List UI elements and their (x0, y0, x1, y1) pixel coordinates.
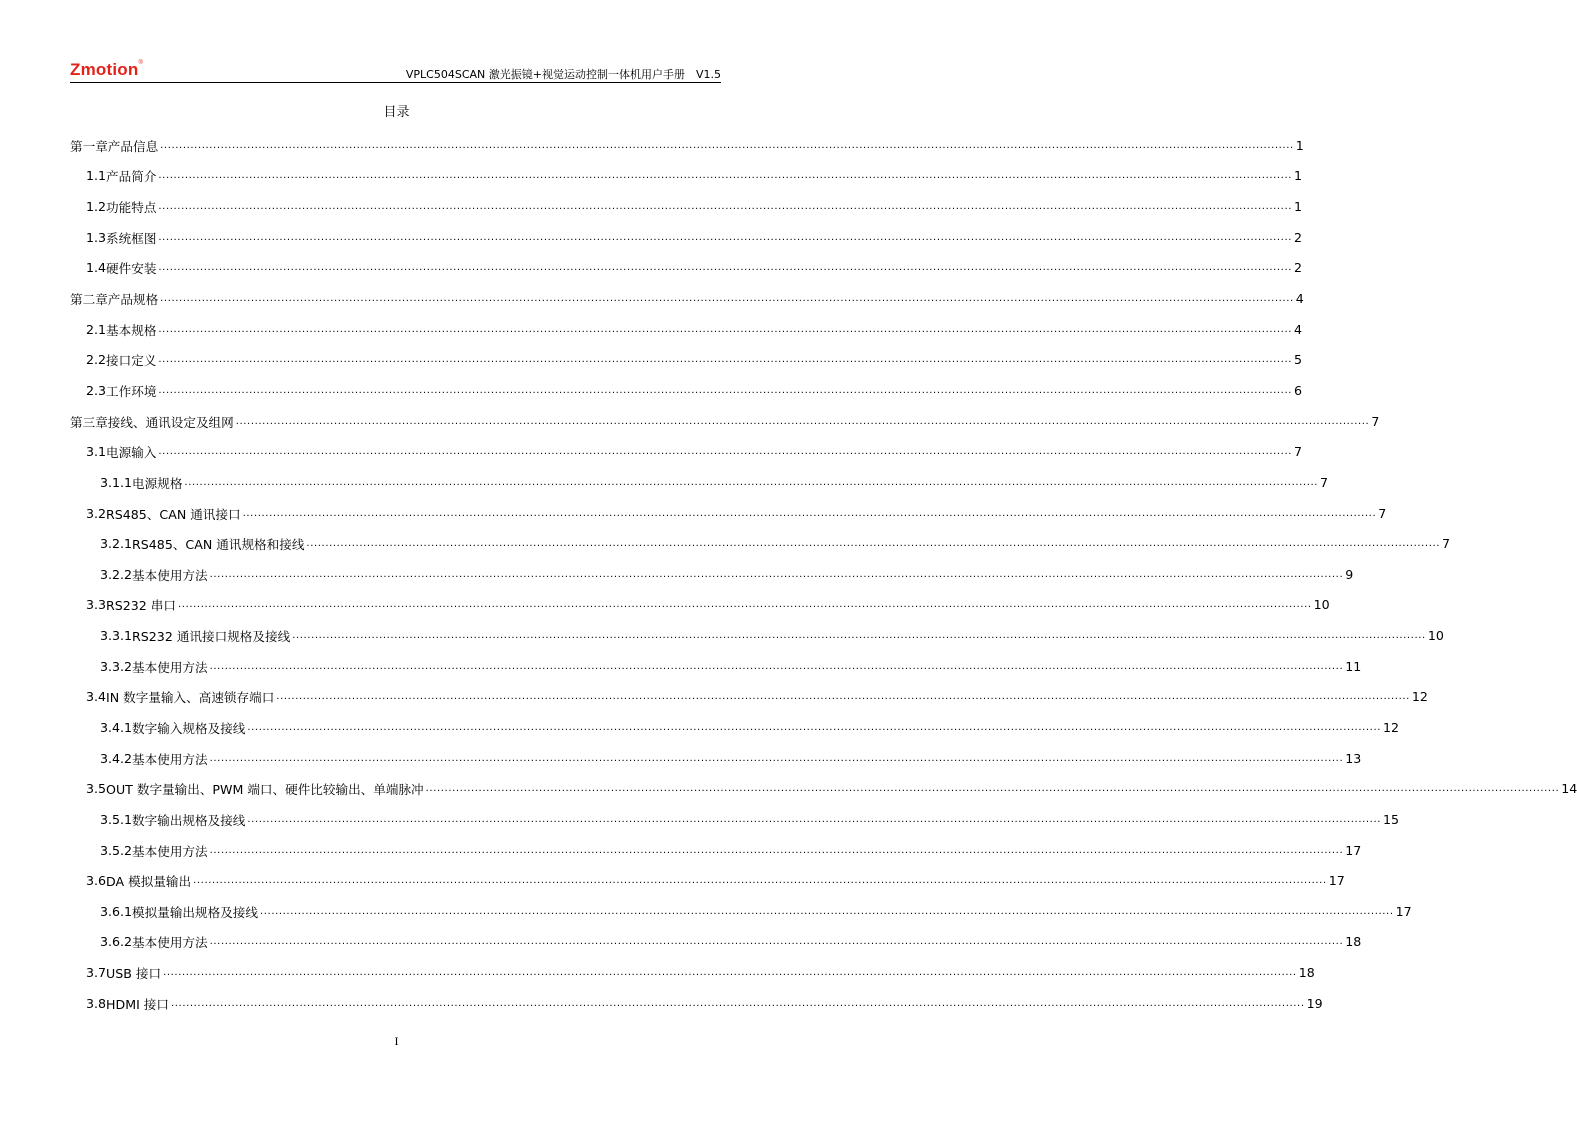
toc-dot-leader: ............................................................................................................................................................................................................................................................................................................ (193, 875, 1327, 887)
toc-entry[interactable] (70, 712, 1400, 743)
toc-entry[interactable] (70, 314, 1303, 345)
toc-entry-title: 基本使用方法 (132, 843, 208, 859)
toc-dot-leader: ............................................................................................................................................................................................................................................................................................................ (209, 660, 1344, 672)
toc-entry-title: 电源规格 (132, 475, 183, 491)
toc-entry-page: 14 (1561, 781, 1577, 797)
toc-entry-number: 3.4.1 (100, 719, 133, 735)
toc-entry-number: 1.4 (86, 260, 107, 276)
toc-entry-title: 电源输入 (106, 445, 157, 461)
toc-entry-page: 12 (1411, 689, 1428, 705)
toc-entry-title: OUT 数字量输出、PWM 端口、硬件比较输出、单端脉冲 (106, 782, 424, 798)
toc-entry[interactable] (70, 896, 1412, 927)
toc-dot-leader: ............................................................................................................................................................................................................................................................................................................ (160, 293, 1294, 305)
toc-entry-page: 17 (1328, 873, 1345, 889)
toc-entry-number: 3.5.2 (100, 842, 133, 858)
toc-dot-leader: ............................................................................................................................................................................................................................................................................................................ (158, 262, 1293, 274)
toc-entry[interactable] (70, 467, 1329, 498)
toc-entry-number: 第一章 (70, 138, 108, 154)
toc-entry-number: 第二章 (70, 292, 108, 308)
toc-entry-title: 数字输入规格及接线 (132, 720, 246, 736)
toc-entry-page: 15 (1383, 811, 1400, 827)
toc-dot-leader: ............................................................................................................................................................................................................................................................................................................ (209, 936, 1344, 948)
toc-entry-number: 1.3 (86, 229, 107, 245)
toc-dot-leader: ............................................................................................................................................................................................................................................................................................................ (276, 691, 1410, 703)
toc-entry-title: RS485、CAN 通讯规格和接线 (132, 537, 305, 553)
toc-entry-number: 3.3 (86, 597, 107, 613)
toc-entry-number: 3.2 (86, 505, 107, 521)
toc-entry-number: 3.5.1 (100, 811, 133, 827)
toc-entry-number: 3.6 (86, 873, 107, 889)
toc-entry[interactable] (70, 651, 1362, 682)
toc-dot-leader: ............................................................................................................................................................................................................................................................................................................ (158, 354, 1293, 366)
toc-entry-page: 1 (1294, 199, 1303, 215)
toc-entry-number: 3.8 (86, 995, 107, 1011)
toc-entry-number: 1.2 (86, 199, 107, 215)
toc-entry-page: 4 (1294, 321, 1303, 337)
toc-entry-page: 17 (1345, 842, 1362, 858)
toc-entry-number: 2.3 (86, 382, 107, 398)
toc-entry-number: 3.2.1 (100, 536, 133, 552)
toc-entry-title: 接口定义 (106, 353, 157, 369)
toc-entry[interactable] (70, 682, 1428, 713)
toc-entry[interactable] (70, 375, 1303, 406)
toc-dot-leader: ............................................................................................................................................................................................................................................................................................................ (242, 507, 1377, 519)
toc-entry-page: 17 (1395, 903, 1412, 919)
toc-entry-title: 产品规格 (107, 292, 159, 308)
toc-entry-title: RS232 通讯接口规格及接线 (132, 629, 291, 645)
toc-entry-page: 18 (1345, 934, 1362, 950)
toc-entry-title: 产品简介 (106, 169, 157, 185)
toc-entry-page: 11 (1345, 658, 1362, 674)
toc-entry-page: 1 (1294, 168, 1303, 184)
toc-entry-page: 9 (1345, 566, 1354, 582)
toc-entry-title: 系统框图 (106, 230, 157, 246)
toc-dot-leader: ............................................................................................................................................................................................................................................................................................................ (235, 415, 1370, 427)
toc-entry-number: 3.1 (86, 444, 107, 460)
toc-entry-page: 1 (1295, 137, 1304, 153)
toc-entry-number: 第三章 (70, 414, 108, 430)
toc-entry-page: 10 (1427, 628, 1444, 644)
toc-entry-page: 2 (1294, 260, 1303, 276)
toc-entry-page: 6 (1294, 382, 1303, 398)
toc-entry-page: 13 (1345, 750, 1362, 766)
toc-entry-page: 2 (1294, 229, 1303, 245)
toc-entry-number: 3.7 (86, 965, 107, 981)
toc-entry-title: 基本规格 (106, 322, 157, 338)
toc-dot-leader: ............................................................................................................................................................................................................................................................................................................ (247, 813, 1382, 825)
toc-entry-title: RS485、CAN 通讯接口 (106, 506, 241, 522)
toc-entry-page: 4 (1295, 291, 1304, 307)
toc-entry[interactable] (70, 957, 1315, 988)
toc-entry-number: 3.6.1 (100, 903, 133, 919)
header-divider (70, 82, 721, 83)
toc-entry[interactable] (70, 804, 1400, 835)
toc-entry-page: 5 (1294, 352, 1303, 368)
toc-dot-leader: ............................................................................................................................................................................................................................................................................................................ (209, 752, 1344, 764)
toc-entry[interactable] (70, 498, 1387, 529)
toc-entry-title: 产品信息 (107, 138, 159, 154)
logo-text: Zmotion (70, 60, 139, 79)
toc-dot-leader: ............................................................................................................................................................................................................................................................................................................ (170, 997, 1305, 1009)
toc-dot-leader: ............................................................................................................................................................................................................................................................................................................ (209, 844, 1344, 856)
toc-entry-title: 硬件安装 (106, 261, 157, 277)
toc-entry-number: 3.4 (86, 689, 107, 705)
toc-entry-title: IN 数字量输入、高速锁存端口 (106, 690, 275, 706)
toc-dot-leader: ............................................................................................................................................................................................................................................................................................................ (306, 538, 1441, 550)
toc-dot-leader: ............................................................................................................................................................................................................................................................................................................ (158, 201, 1293, 213)
toc-entry-number: 2.1 (86, 321, 107, 337)
toc-dot-leader: ............................................................................................................................................................................................................................................................................................................ (158, 170, 1293, 182)
toc-entry[interactable] (70, 253, 1303, 284)
toc-dot-leader: ............................................................................................................................................................................................................................................................................................................ (158, 323, 1293, 335)
toc-entry[interactable] (70, 222, 1303, 253)
toc-entry-page: 12 (1383, 719, 1400, 735)
toc-entry[interactable] (70, 406, 1380, 437)
toc-entry[interactable] (70, 620, 1444, 651)
toc-entry-number: 3.6.2 (100, 934, 133, 950)
toc-entry-number: 3.3.1 (100, 628, 133, 644)
toc-entry-title: 数字输出规格及接线 (132, 812, 246, 828)
toc-dot-leader: ............................................................................................................................................................................................................................................................................................................ (158, 384, 1293, 396)
toc-entry-title: USB 接口 (106, 966, 162, 982)
toc-entry[interactable] (70, 344, 1303, 375)
toc-entry-number: 3.2.2 (100, 566, 133, 582)
toc-entry-title: 基本使用方法 (132, 751, 208, 767)
toc-entry-title: DA 模拟量输出 (106, 874, 192, 890)
toc-dot-leader: ............................................................................................................................................................................................................................................................................................................ (184, 476, 1319, 488)
toc-entry-title: 功能特点 (106, 200, 157, 216)
toc-entry[interactable] (70, 988, 1323, 1019)
toc-entry-title: 基本使用方法 (132, 659, 208, 675)
toc-entry-title: RS232 串口 (106, 598, 177, 614)
toc-entry-number: 3.4.2 (100, 750, 133, 766)
toc-heading: 目录 (383, 105, 410, 120)
toc-entry-page: 19 (1306, 995, 1323, 1011)
toc-dot-leader: ............................................................................................................................................................................................................................................................................................................ (292, 630, 1426, 642)
toc-entry-number: 3.3.2 (100, 658, 133, 674)
toc-entry-number: 3.5 (86, 781, 107, 797)
toc-entry[interactable] (70, 743, 1362, 774)
toc-entry-page: 7 (1320, 474, 1329, 490)
toc-entry-page: 7 (1371, 413, 1380, 429)
toc-entry[interactable] (70, 559, 1354, 590)
toc-entry[interactable] (70, 927, 1362, 958)
toc-entry[interactable] (70, 590, 1330, 621)
toc-entry[interactable] (70, 865, 1345, 896)
toc-dot-leader: ............................................................................................................................................................................................................................................................................................................ (209, 568, 1344, 580)
toc-entry[interactable] (70, 436, 1303, 467)
toc-entry-title: 基本使用方法 (132, 567, 208, 583)
toc-entry-title: 基本使用方法 (132, 935, 208, 951)
toc-entry-number: 2.2 (86, 352, 107, 368)
registered-mark: ® (138, 60, 144, 66)
toc-entry-page: 7 (1442, 536, 1451, 552)
toc-entry-number: 3.1.1 (100, 474, 133, 490)
toc-dot-leader: ............................................................................................................................................................................................................................................................................................................ (247, 721, 1382, 733)
toc-dot-leader: ............................................................................................................................................................................................................................................................................................................ (425, 783, 1560, 795)
toc-entry-title: HDMI 接口 (106, 996, 169, 1012)
toc-entry[interactable] (70, 161, 1303, 192)
toc-entry-title: 接线、通讯设定及组网 (107, 414, 234, 430)
toc-dot-leader: ............................................................................................................................................................................................................................................................................................................ (259, 905, 1394, 917)
toc-entry-page: 7 (1294, 444, 1303, 460)
toc-dot-leader: ............................................................................................................................................................................................................................................................................................................ (158, 446, 1293, 458)
toc-dot-leader: ............................................................................................................................................................................................................................................................................................................ (163, 967, 1297, 979)
toc-entry-title: 模拟量输出规格及接线 (132, 904, 258, 920)
company-logo (70, 60, 143, 80)
toc-entry[interactable] (70, 283, 1304, 314)
toc-dot-leader: ............................................................................................................................................................................................................................................................................................................ (160, 139, 1294, 151)
toc-dot-leader: ............................................................................................................................................................................................................................................................................................................ (158, 231, 1293, 243)
toc-dot-leader: ............................................................................................................................................................................................................................................................................................................ (178, 599, 1312, 611)
toc-entry-title: 工作环境 (106, 383, 157, 399)
toc-entry[interactable] (70, 130, 1304, 161)
toc-entry[interactable] (70, 835, 1362, 866)
toc-entry-page: 18 (1298, 965, 1315, 981)
footer-page-number: I (394, 1034, 399, 1048)
toc-entry[interactable] (70, 191, 1303, 222)
table-of-contents (70, 130, 1577, 1019)
document-title: VPLC504SCAN 激光振镜+视觉运动控制一体机用户手册 V1.5 (405, 68, 721, 81)
toc-entry-page: 10 (1313, 597, 1330, 613)
toc-entry[interactable] (70, 773, 1577, 804)
toc-entry-number: 1.1 (86, 168, 107, 184)
toc-entry[interactable] (70, 528, 1451, 559)
toc-entry-page: 7 (1378, 505, 1387, 521)
